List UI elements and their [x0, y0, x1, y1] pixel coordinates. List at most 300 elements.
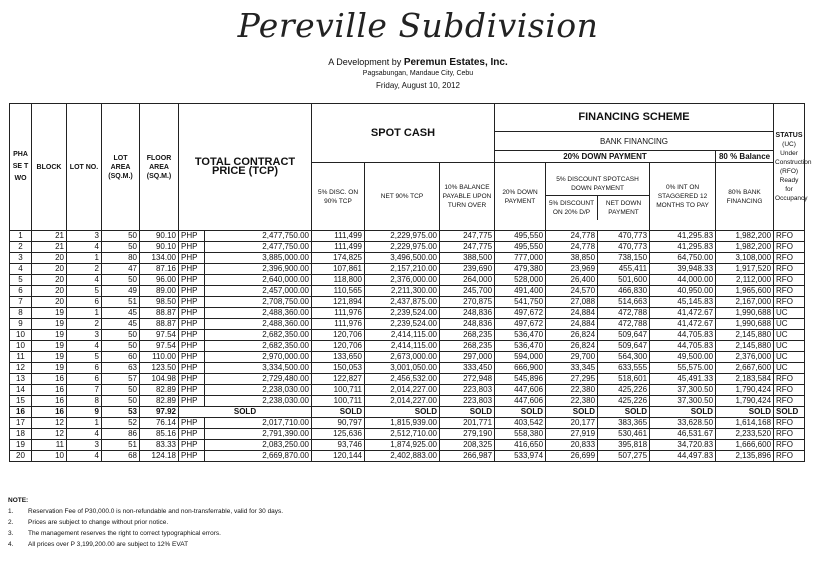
table-cell: 3	[67, 231, 102, 242]
table-cell: 447,606	[495, 396, 546, 407]
table-cell: RFO	[774, 374, 805, 385]
notes-heading: NOTE:	[8, 497, 29, 504]
header-tcp: TOTAL CONTRACT PRICE (TCP)	[179, 104, 312, 231]
header-net-90: NET 90% TCP	[365, 163, 440, 231]
table-cell: 55,575.00	[650, 363, 716, 374]
table-cell: 472,788	[598, 308, 650, 319]
table-cell: 8	[10, 308, 32, 319]
table-cell: 2,135,896	[716, 451, 774, 462]
table-cell: PHP	[179, 429, 205, 440]
table-cell: 45,145.83	[650, 297, 716, 308]
notes-section	[8, 495, 283, 550]
table-cell: 111,499	[312, 242, 365, 253]
table-cell: 60	[102, 352, 140, 363]
table-row	[10, 374, 805, 385]
table-cell: 223,803	[440, 396, 495, 407]
table-cell: 2,457,000.00	[205, 286, 312, 297]
table-cell: 50	[102, 341, 140, 352]
table-cell: 2,682,350.00	[205, 341, 312, 352]
table-cell: 297,000	[440, 352, 495, 363]
table-cell: 501,600	[598, 275, 650, 286]
table-cell: 80	[102, 253, 140, 264]
table-cell: 20	[32, 286, 67, 297]
table-cell: 1,965,600	[716, 286, 774, 297]
table-cell: 248,836	[440, 308, 495, 319]
header-lot-no: LOT NO.	[67, 104, 102, 231]
table-cell: 1	[67, 253, 102, 264]
table-cell: SOLD	[650, 407, 716, 418]
table-cell: 26,699	[546, 451, 598, 462]
table-cell: 4	[67, 242, 102, 253]
table-cell: 738,150	[598, 253, 650, 264]
table-cell: 44,000.00	[650, 275, 716, 286]
table-cell: 2,229,975.00	[365, 231, 440, 242]
note-text: Reservation Fee of P30,000.0 is non-refundable and non-transferrable, valid for 30 days.	[28, 508, 284, 515]
table-cell: 1,790,424	[716, 396, 774, 407]
header-10-balance: 10% BALANCE PAYABLE UPON TURN OVER	[440, 163, 495, 231]
table-cell: 6	[67, 374, 102, 385]
table-cell: 120,144	[312, 451, 365, 462]
table-cell: 4	[10, 264, 32, 275]
table-cell: 2,396,900.00	[205, 264, 312, 275]
table-cell: 425,226	[598, 385, 650, 396]
table-cell: 82.89	[140, 396, 179, 407]
note-number: 3.	[8, 530, 14, 537]
table-cell: PHP	[179, 264, 205, 275]
table-cell: PHP	[179, 451, 205, 462]
table-cell: 22,380	[546, 385, 598, 396]
table-cell: 5	[10, 275, 32, 286]
table-cell: 19	[32, 341, 67, 352]
price-list-table	[9, 103, 812, 462]
table-cell: 2,183,584	[716, 374, 774, 385]
table-cell: 6	[67, 297, 102, 308]
table-cell: 514,663	[598, 297, 650, 308]
table-cell: 5	[67, 286, 102, 297]
table-row	[10, 231, 805, 242]
table-cell: 88.87	[140, 319, 179, 330]
developer-name: Peremun Estates, Inc.	[403, 57, 508, 68]
table-cell: 4	[67, 341, 102, 352]
note-item	[8, 539, 283, 550]
table-cell: 2,414,115.00	[365, 330, 440, 341]
table-cell: 2,437,875.00	[365, 297, 440, 308]
table-cell: 24,778	[546, 242, 598, 253]
table-cell: 82.89	[140, 385, 179, 396]
table-cell: 2,145,880	[716, 330, 774, 341]
table-cell: 2,376,000	[716, 352, 774, 363]
table-cell: 1,815,939.00	[365, 418, 440, 429]
table-cell: 208,325	[440, 440, 495, 451]
header-block: BLOCK	[32, 104, 67, 231]
table-cell: 264,000	[440, 275, 495, 286]
header-80-balance: 80 % Balance	[716, 151, 774, 163]
table-cell: PHP	[179, 440, 205, 451]
table-cell: 3,108,000	[716, 253, 774, 264]
table-cell: 2	[67, 319, 102, 330]
note-text: Prices are subject to change without prior notice.	[28, 519, 169, 526]
table-cell: 1	[67, 308, 102, 319]
table-cell: 2,145,880	[716, 341, 774, 352]
table-cell: 495,550	[495, 242, 546, 253]
status-legend: (UC) Under Construction (RFO) Ready for Occupancy	[775, 141, 812, 202]
header-20-down-payment: 20% DOWN PAYMENT	[495, 151, 716, 163]
table-cell: 97.54	[140, 341, 179, 352]
table-cell: 34,720.83	[650, 440, 716, 451]
table-cell: 16	[32, 396, 67, 407]
table-cell: 134.00	[140, 253, 179, 264]
table-cell: 2,014,227.00	[365, 385, 440, 396]
table-cell: 45	[102, 319, 140, 330]
table-cell: 268,235	[440, 330, 495, 341]
table-cell: 248,836	[440, 319, 495, 330]
table-cell: 2,708,750.00	[205, 297, 312, 308]
table-cell: 125,636	[312, 429, 365, 440]
table-cell: 2,414,115.00	[365, 341, 440, 352]
table-cell: 2	[67, 264, 102, 275]
table-cell: 1	[10, 231, 32, 242]
table-cell: 20	[10, 451, 32, 462]
table-cell: 19	[10, 440, 32, 451]
table-cell: 279,190	[440, 429, 495, 440]
page-title: Pereville Subdivision	[237, 6, 599, 45]
developer-line	[0, 57, 836, 68]
table-cell: SOLD	[179, 407, 312, 418]
table-cell: 90,797	[312, 418, 365, 429]
table-cell: 497,672	[495, 308, 546, 319]
table-cell: 100,711	[312, 385, 365, 396]
table-cell: 20	[32, 264, 67, 275]
table-cell: 150,053	[312, 363, 365, 374]
table-cell: 2,376,000.00	[365, 275, 440, 286]
table-cell: 26,824	[546, 330, 598, 341]
table-cell: 20	[32, 253, 67, 264]
table-cell: 272,948	[440, 374, 495, 385]
table-cell: 266,987	[440, 451, 495, 462]
table-cell: 47	[102, 264, 140, 275]
table-cell: 96.00	[140, 275, 179, 286]
table-cell: PHP	[179, 319, 205, 330]
table-cell: 1,982,200	[716, 242, 774, 253]
table-cell: 16	[32, 385, 67, 396]
table-cell: 50	[102, 385, 140, 396]
table-cell: 98.50	[140, 297, 179, 308]
note-number: 2.	[8, 519, 14, 526]
header-bank-80: 80% BANK FINANCING	[716, 163, 774, 231]
table-cell: 68	[102, 451, 140, 462]
table-cell: 247,775	[440, 231, 495, 242]
header-phase: PHASE TWO	[10, 104, 32, 231]
table-cell: RFO	[774, 418, 805, 429]
table-cell: 2,014,227.00	[365, 396, 440, 407]
table-row	[10, 341, 805, 352]
table-row	[10, 429, 805, 440]
table-cell: 83.33	[140, 440, 179, 451]
table-cell: 509,647	[598, 330, 650, 341]
table-cell: 1,982,200	[716, 231, 774, 242]
table-cell: 50	[102, 330, 140, 341]
table-cell: 564,300	[598, 352, 650, 363]
table-cell: 245,700	[440, 286, 495, 297]
table-cell: 24,884	[546, 308, 598, 319]
table-cell: 90.10	[140, 242, 179, 253]
table-cell: 1,990,688	[716, 319, 774, 330]
table-cell: 2,229,975.00	[365, 242, 440, 253]
table-cell: 1,614,168	[716, 418, 774, 429]
table-cell: 20,177	[546, 418, 598, 429]
table-cell: 2,211,300.00	[365, 286, 440, 297]
table-cell: 545,896	[495, 374, 546, 385]
note-number: 1.	[8, 508, 14, 515]
table-cell: 239,690	[440, 264, 495, 275]
table-cell: RFO	[774, 297, 805, 308]
table-cell: 63	[102, 363, 140, 374]
table-cell: 133,650	[312, 352, 365, 363]
table-row	[10, 286, 805, 297]
note-text: The management reserves the right to correct typographical errors.	[28, 530, 221, 537]
table-cell: 509,647	[598, 341, 650, 352]
table-cell: PHP	[179, 275, 205, 286]
table-cell: 3	[67, 330, 102, 341]
table-cell: UC	[774, 363, 805, 374]
table-cell: 19	[32, 363, 67, 374]
table-cell: PHP	[179, 363, 205, 374]
table-cell: 507,275	[598, 451, 650, 462]
table-cell: 51	[102, 440, 140, 451]
table-cell: 37,300.50	[650, 396, 716, 407]
table-cell: 124.18	[140, 451, 179, 462]
table-cell: 558,380	[495, 429, 546, 440]
table-cell: 41,472.67	[650, 319, 716, 330]
table-cell: 26,824	[546, 341, 598, 352]
table-cell: 44,497.83	[650, 451, 716, 462]
table-cell: 466,830	[598, 286, 650, 297]
table-cell: 12	[32, 418, 67, 429]
table-cell: 120,706	[312, 341, 365, 352]
table-cell: 10	[32, 451, 67, 462]
table-cell: 491,400	[495, 286, 546, 297]
table-cell: 2,729,480.00	[205, 374, 312, 385]
header-lot-area: LOT AREA (SQ.M.)	[102, 104, 140, 231]
price-rows	[10, 231, 805, 462]
header-financing-scheme: FINANCING SCHEME	[495, 104, 774, 132]
discount-spotcash-title: 5% DISCOUNT SPOTCASH DOWN PAYMENT	[546, 173, 649, 196]
table-cell: 10	[10, 341, 32, 352]
table-cell: 2,667,600	[716, 363, 774, 374]
table-cell: 88.87	[140, 308, 179, 319]
table-cell: 20	[32, 275, 67, 286]
table-cell: 530,461	[598, 429, 650, 440]
note-item	[8, 506, 283, 517]
table-cell: 23,969	[546, 264, 598, 275]
table-cell: 111,976	[312, 308, 365, 319]
table-row	[10, 440, 805, 451]
table-cell: 395,818	[598, 440, 650, 451]
table-cell: 2,017,710.00	[205, 418, 312, 429]
table-cell: 97.54	[140, 330, 179, 341]
notes-list	[8, 506, 283, 550]
table-cell: 3,885,000.00	[205, 253, 312, 264]
table-cell: RFO	[774, 451, 805, 462]
table-cell: 247,775	[440, 242, 495, 253]
table-cell: 2,157,210.00	[365, 264, 440, 275]
table-cell: 2,112,000	[716, 275, 774, 286]
table-row	[10, 297, 805, 308]
table-cell: 270,875	[440, 297, 495, 308]
table-cell: 3	[67, 440, 102, 451]
table-cell: 2,673,000.00	[365, 352, 440, 363]
table-row	[10, 451, 805, 462]
table-cell: 472,788	[598, 319, 650, 330]
table-cell: 470,773	[598, 242, 650, 253]
table-cell: 666,900	[495, 363, 546, 374]
table-cell: 22,380	[546, 396, 598, 407]
table-cell: 111,976	[312, 319, 365, 330]
table-cell: 24,778	[546, 231, 598, 242]
table-cell: 33,628.50	[650, 418, 716, 429]
table-cell: 27,295	[546, 374, 598, 385]
table-cell: 52	[102, 418, 140, 429]
table-cell: 425,226	[598, 396, 650, 407]
table-cell: 45,491.33	[650, 374, 716, 385]
table-cell: 100,711	[312, 396, 365, 407]
table-cell: PHP	[179, 352, 205, 363]
table-cell: 27,088	[546, 297, 598, 308]
table-cell: 12	[32, 429, 67, 440]
table-cell: 223,803	[440, 385, 495, 396]
table-cell: 13	[10, 374, 32, 385]
table-cell: 40,950.00	[650, 286, 716, 297]
table-cell: 26,400	[546, 275, 598, 286]
table-cell: 518,601	[598, 374, 650, 385]
table-cell: 21	[32, 242, 67, 253]
table-row	[10, 363, 805, 374]
table-cell: 50	[102, 242, 140, 253]
header-bank-financing: BANK FINANCING	[495, 132, 774, 151]
table-cell: 64,750.00	[650, 253, 716, 264]
table-cell: 2,640,000.00	[205, 275, 312, 286]
table-cell: 5	[67, 352, 102, 363]
table-cell: RFO	[774, 253, 805, 264]
table-cell: 118,800	[312, 275, 365, 286]
table-cell: 2,167,000	[716, 297, 774, 308]
table-cell: 49,500.00	[650, 352, 716, 363]
table-row	[10, 418, 805, 429]
table-cell: 479,380	[495, 264, 546, 275]
table-row	[10, 352, 805, 363]
table-cell: PHP	[179, 330, 205, 341]
table-cell: 10	[10, 330, 32, 341]
table-cell: 536,470	[495, 330, 546, 341]
note-text: All prices over P 3,199,200.00 are subject to 12% EVAT	[28, 541, 189, 548]
table-row	[10, 253, 805, 264]
table-cell: 19	[32, 352, 67, 363]
table-cell: 50	[102, 275, 140, 286]
table-cell: 41,472.67	[650, 308, 716, 319]
table-cell: 2,970,000.00	[205, 352, 312, 363]
table-cell: 21	[32, 231, 67, 242]
table-cell: RFO	[774, 440, 805, 451]
table-cell: 2,791,390.00	[205, 429, 312, 440]
table-cell: 123.50	[140, 363, 179, 374]
table-cell: 383,365	[598, 418, 650, 429]
table-cell: 2,488,360.00	[205, 308, 312, 319]
table-cell: 2,239,524.00	[365, 319, 440, 330]
table-cell: 1,874,925.00	[365, 440, 440, 451]
table-cell: 497,672	[495, 319, 546, 330]
table-cell: 18	[10, 429, 32, 440]
table-cell: 2,456,532.00	[365, 374, 440, 385]
table-cell: 2,488,360.00	[205, 319, 312, 330]
table-cell: 2,233,520	[716, 429, 774, 440]
table-cell: 45	[102, 308, 140, 319]
table-cell: 2,239,524.00	[365, 308, 440, 319]
table-cell: RFO	[774, 396, 805, 407]
table-cell: SOLD	[495, 407, 546, 418]
table-cell: RFO	[774, 385, 805, 396]
table-cell: 455,411	[598, 264, 650, 275]
table-cell: 2,682,350.00	[205, 330, 312, 341]
table-cell: PHP	[179, 231, 205, 242]
table-cell: 333,450	[440, 363, 495, 374]
table-cell: 2,083,250.00	[205, 440, 312, 451]
table-cell: 49	[102, 286, 140, 297]
table-cell: 51	[102, 297, 140, 308]
table-cell: 87.16	[140, 264, 179, 275]
table-row	[10, 385, 805, 396]
table-cell: 53	[102, 407, 140, 418]
header-dp-col: 20% DOWN PAYMENT	[495, 163, 546, 231]
table-cell: 111,499	[312, 231, 365, 242]
table-cell: 89.00	[140, 286, 179, 297]
table-cell: 268,235	[440, 341, 495, 352]
table-cell: SOLD	[312, 407, 365, 418]
document-date: Friday, August 10, 2012	[376, 81, 460, 90]
table-cell: 41,295.83	[650, 242, 716, 253]
table-cell: 37,300.50	[650, 385, 716, 396]
table-cell: 6	[67, 363, 102, 374]
table-cell: 11	[32, 440, 67, 451]
table-cell: PHP	[179, 385, 205, 396]
table-cell: 20,833	[546, 440, 598, 451]
table-cell: 2	[10, 242, 32, 253]
table-cell: 8	[67, 396, 102, 407]
table-cell: 19	[32, 319, 67, 330]
table-cell: 104.98	[140, 374, 179, 385]
table-cell: 1,790,424	[716, 385, 774, 396]
table-cell: 2,238,030.00	[205, 385, 312, 396]
header-staggered: 0% INT ON STAGGERED 12 MONTHS TO PAY	[650, 163, 716, 231]
table-row	[10, 264, 805, 275]
table-cell: 403,542	[495, 418, 546, 429]
table-cell: 121,894	[312, 297, 365, 308]
table-cell: 14	[10, 385, 32, 396]
table-cell: 16	[10, 407, 32, 418]
table-cell: 39,948.33	[650, 264, 716, 275]
table-cell: SOLD	[365, 407, 440, 418]
header-floor-area: FLOOR AREA (SQ.M.)	[140, 104, 179, 231]
table-cell: 11	[10, 352, 32, 363]
table-cell: 7	[10, 297, 32, 308]
table-cell: UC	[774, 341, 805, 352]
table-cell: 29,700	[546, 352, 598, 363]
table-cell: 633,555	[598, 363, 650, 374]
table-cell: UC	[774, 352, 805, 363]
table-cell: 90.10	[140, 231, 179, 242]
table-cell: RFO	[774, 286, 805, 297]
table-cell: 447,606	[495, 385, 546, 396]
table-cell: 44,705.83	[650, 330, 716, 341]
